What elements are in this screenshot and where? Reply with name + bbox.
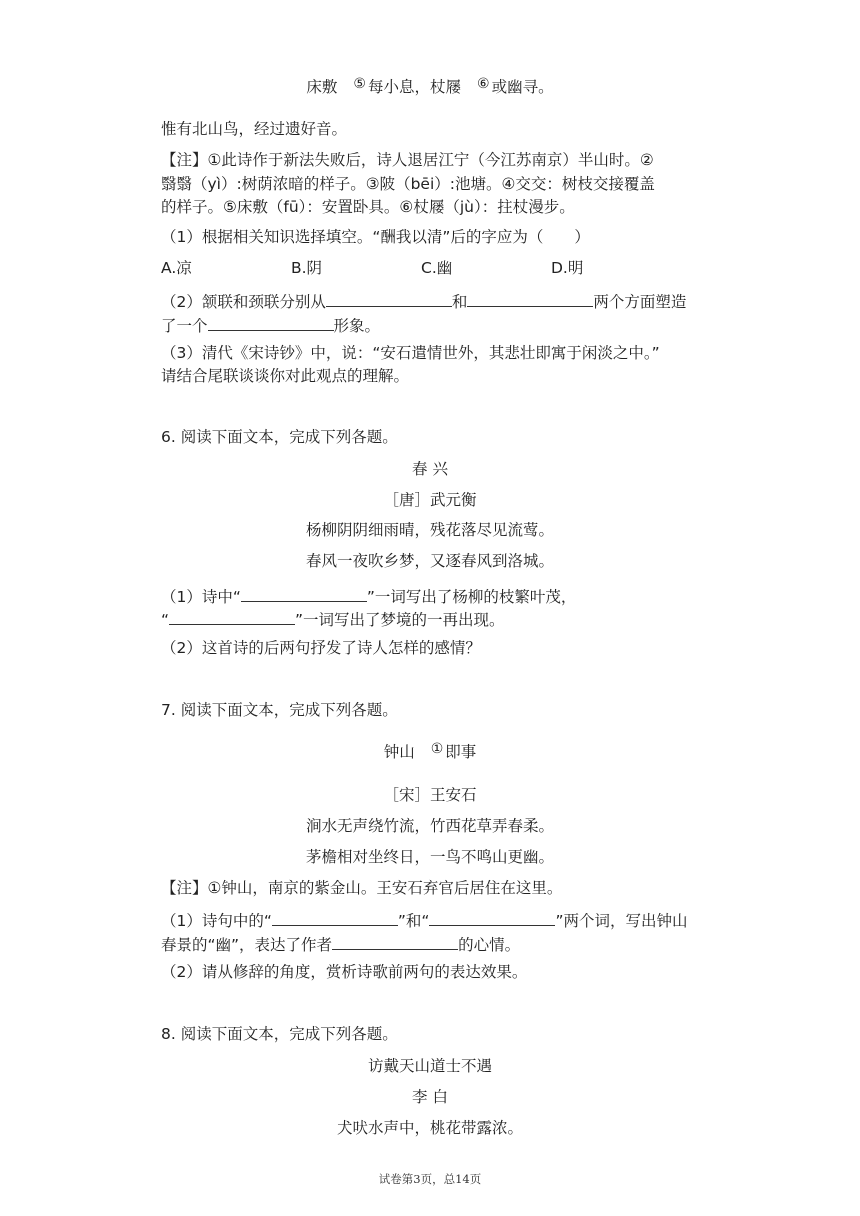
question-2-line-2 (161, 316, 380, 335)
note-line: 【注】①此诗作于新法失败后，诗人退居江宁（今江苏南京）半山时。② (161, 151, 654, 169)
question-7-1-line-1 (161, 911, 688, 930)
answer-blank[interactable] (332, 935, 458, 950)
question-3-line-2: 请结合尾联谈谈你对此观点的理解。 (161, 367, 410, 385)
answer-blank[interactable] (467, 292, 593, 307)
question-text: （1）诗中“ (161, 588, 241, 606)
question-1: （1）根据相关知识选择填空。“酬我以清”后的字应为（ ） (161, 228, 590, 246)
poem-title-text: 即事 (445, 743, 477, 761)
section-7-heading: 7. 阅读下面文本，完成下列各题。 (161, 701, 398, 719)
poem-8-title: 访戴天山道士不遇 (367, 1057, 492, 1075)
question-6-1-line-2 (161, 610, 505, 629)
question-text: ”和“ (397, 912, 430, 930)
answer-blank[interactable] (169, 610, 295, 625)
question-text: ”一词写出了梦境的一再出现。 (295, 611, 505, 629)
question-text: “ (161, 611, 170, 629)
poem-text: 每小息，杖屦 (367, 78, 461, 96)
poem-7-line-2: 茅檐相对坐终日，一鸟不鸣山更幽。 (305, 848, 554, 866)
page-footer: 试卷第3页，总14页 (378, 1172, 482, 1186)
poem-6-author: ［唐］武元衡 (383, 491, 477, 509)
poem-text: 或幽寻。 (491, 78, 554, 96)
question-text: 的心情。 (458, 936, 521, 954)
poem-6-title: 春 兴 (412, 460, 448, 478)
question-6-2: （2）这首诗的后两句抒发了诗人怎样的感情？ (161, 639, 481, 657)
poem-title-text: 钟山 (383, 743, 415, 761)
annotation-marker: ① (430, 741, 444, 757)
question-text: 和 (451, 293, 468, 311)
question-text: ”两个词，写出钟山 (555, 912, 688, 930)
poem-line-bird: 惟有北山鸟，经过遗好音。 (161, 120, 348, 138)
poem-text: 床敷 (306, 78, 338, 96)
answer-blank[interactable] (208, 316, 334, 331)
options-row (161, 261, 721, 279)
poem-6-line-2: 春风一夜吹乡梦，又逐春风到洛城。 (305, 552, 554, 570)
question-text: 了一个 (161, 317, 208, 335)
annotation-marker: ⑥ (477, 76, 490, 92)
poem-8-line-1: 犬吠水声中，桃花带露浓。 (336, 1119, 523, 1137)
question-6-1-line-1 (161, 587, 576, 606)
question-text: （1）诗句中的“ (161, 912, 272, 930)
question-text: 形象。 (333, 317, 381, 335)
answer-blank[interactable] (241, 587, 367, 602)
question-3-line-1: （3）清代《宋诗钞》中，说：“安石遣情世外，其悲壮即寓于闲淡之中。” (161, 344, 660, 362)
poem-7-line-1: 涧水无声绕竹流，竹西花草弄春柔。 (305, 817, 554, 835)
note-line: 翳翳（yì）:树荫浓暗的样子。③陂（bēi）:池塘。④交交：树枝交接覆盖 (161, 175, 655, 193)
question-7-2: （2）请从修辞的角度，赏析诗歌前两句的表达效果。 (161, 963, 528, 981)
section-8-heading: 8. 阅读下面文本，完成下列各题。 (161, 1025, 398, 1043)
answer-blank[interactable] (272, 911, 398, 926)
poem-7-author: ［宋］王安石 (383, 786, 477, 804)
poem-8-author: 李 白 (412, 1088, 448, 1106)
question-2-line-1 (161, 292, 686, 311)
poem-line-bed (0, 76, 860, 96)
answer-blank[interactable] (429, 911, 555, 926)
answer-blank[interactable] (326, 292, 452, 307)
note-7: 【注】①钟山，南京的紫金山。王安石弃官后居住在这里。 (161, 879, 563, 897)
option-b: B.阴 (291, 259, 323, 277)
option-d: D.明 (551, 259, 584, 277)
question-text: ”一词写出了杨柳的枝繁叶茂， (366, 588, 577, 606)
annotation-marker: ⑤ (353, 76, 366, 92)
poem-6-line-1: 杨柳阴阴细雨晴，残花落尽见流莺。 (305, 521, 554, 539)
note-line: 的样子。⑤床敷（fū）：安置卧具。⑥杖屦（jù）：拄杖漫步。 (161, 198, 575, 216)
section-6-heading: 6. 阅读下面文本，完成下列各题。 (161, 428, 398, 446)
question-text: 两个方面塑造 (593, 293, 687, 311)
question-text: （2）颔联和颈联分别从 (161, 293, 326, 311)
option-c: C.幽 (421, 259, 453, 277)
question-7-1-line-2 (161, 935, 520, 954)
poem-7-title (0, 741, 860, 761)
question-text: 春景的“幽”，表达了作者 (161, 936, 333, 954)
option-a: A.凉 (161, 259, 192, 277)
